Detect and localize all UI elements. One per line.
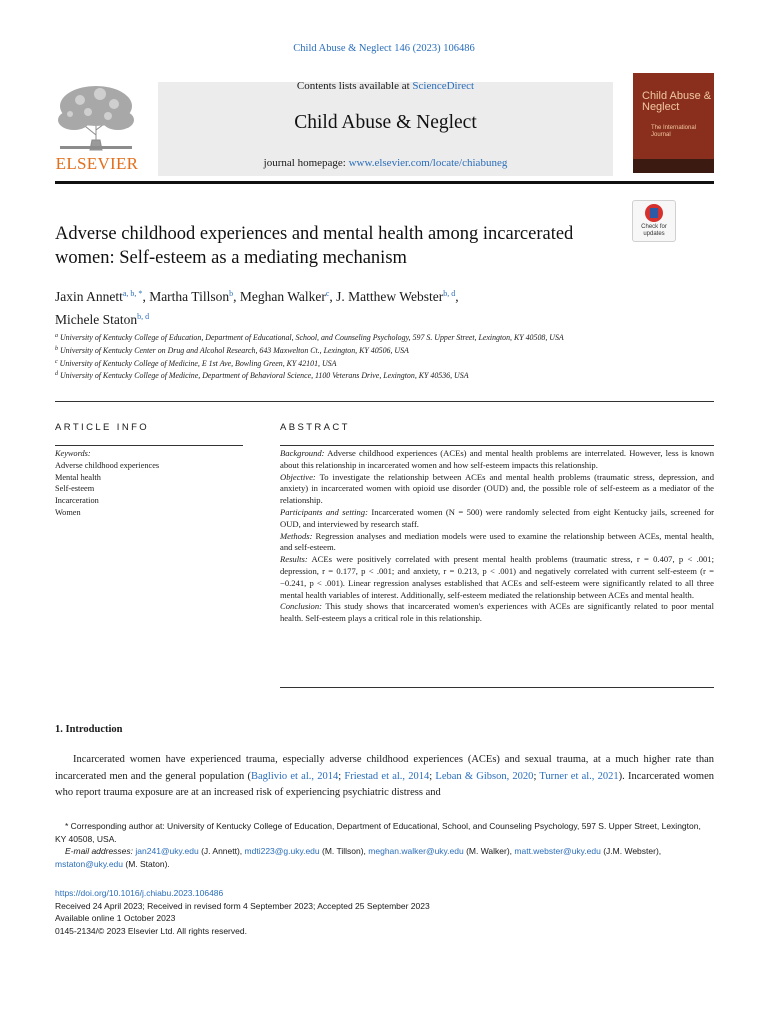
email-owner: (M. Tillson), <box>319 846 369 857</box>
author-affiliation-marker[interactable]: b <box>229 289 234 298</box>
citation-separator: ; <box>533 770 540 782</box>
email-label: E-mail addresses: <box>65 846 134 857</box>
check-for-updates-label: Check for updates <box>641 224 667 237</box>
affiliation-text: University of Kentucky College of Medicine, E 1st Ave, Bowling Green, KY 42101, USA <box>59 358 337 368</box>
keyword: Adverse childhood experiences <box>55 460 160 470</box>
article-info-heading: ARTICLE INFO <box>55 422 150 433</box>
received-dates: Received 24 April 2023; Received in revised form 4 September 2023; Accepted 25 September 2023 <box>55 900 430 911</box>
affiliation-label: a <box>55 333 58 339</box>
abstract-section-text: Adverse childhood experiences (ACEs) and mental health problems are interrelated. However, less is known about this relationship in incarcerated women and how self-esteem impacts this relationship. <box>280 448 714 470</box>
citation-separator: ; <box>429 770 436 782</box>
keyword: Mental health <box>55 472 101 482</box>
affiliation <box>55 331 655 344</box>
cover-footer <box>633 159 714 173</box>
abstract-section-text: This study shows that incarcerated women's experiences with ACEs are significantly related to poor mental health. Self-esteem plays a critical role in this relationship. <box>280 601 714 624</box>
cover-subtitle: The International Journal <box>651 125 697 138</box>
citation-link[interactable]: Leban & Gibson, 2020 <box>435 770 534 782</box>
author-affiliation-marker[interactable]: b, d <box>443 289 456 298</box>
cover-title: Child Abuse & Neglect <box>642 90 712 113</box>
abstract-section-label: Participants and setting: <box>280 506 368 517</box>
abstract-heading: ABSTRACT <box>280 422 350 433</box>
author-name[interactable]: Meghan Walker <box>239 289 326 304</box>
author-separator: , <box>142 289 150 304</box>
citation-link[interactable]: Friestad et al., 2014 <box>344 770 430 782</box>
abstract-section-text: Regression analyses and mediation models were used to examine the relationship between ACEs, mental health, and self-esteem. <box>280 530 714 553</box>
article-info-rule <box>55 445 243 446</box>
abstract-section-label: Results: <box>280 554 308 565</box>
affiliation-list <box>55 331 655 382</box>
email-link[interactable]: jan241@uky.edu <box>135 846 199 857</box>
email-link[interactable]: meghan.walker@uky.edu <box>368 846 464 857</box>
crossmark-icon <box>645 204 663 222</box>
homepage-prefix: journal homepage: <box>263 157 349 169</box>
affiliation <box>55 369 655 382</box>
abstract-rule <box>280 445 714 446</box>
abstract-section-label: Objective: <box>280 471 316 482</box>
keywords-label: Keywords: <box>55 449 91 458</box>
journal-citation[interactable]: Child Abuse & Neglect 146 (2023) 106486 <box>293 43 475 54</box>
email-owner: (J. Annett), <box>198 846 245 857</box>
keyword: Incarceration <box>55 496 99 506</box>
intro-text: ). Incarcerated women who report trauma exposure are at an increased risk of experiencing psychiatric distress and <box>55 770 714 798</box>
abstract-body <box>280 448 714 625</box>
copyright-line: 0145-2134/© 2023 Elsevier Ltd. All rights reserved. <box>55 925 247 936</box>
contents-line <box>158 80 613 92</box>
sciencedirect-link[interactable]: ScienceDirect <box>412 80 475 92</box>
abstract-section-text: ACEs were positively correlated with present mental health problems (traumatic stress, r = 0.407, p < .001; depression, r = 0.177, p < .001; and anxiety, r = 0.213, p < .001) and negatively correlated with current self-esteem (r = −0.241, p < .001). Linear regression analyses established that ACEs and self-esteem were significantly related to all three mental health variables of interest. Additionally, self-esteem mediated the relationship between ACEs and mental health. <box>280 554 714 600</box>
author-affiliation-marker[interactable]: a, b, * <box>122 289 143 298</box>
author-separator: , <box>233 289 240 304</box>
intro-text: Incarcerated women have experienced trauma, especially adverse childhood experiences (ACEs) and sexual trauma, at a much higher rate than incarcerated men and the general population ( <box>55 754 714 782</box>
email-owner: (J.M. Webster), <box>600 846 662 857</box>
publication-info <box>55 887 714 937</box>
keyword-list <box>55 460 243 519</box>
keywords-block <box>55 448 243 519</box>
affiliation <box>55 344 655 357</box>
abstract-section <box>280 531 714 555</box>
journal-cover-image[interactable] <box>633 73 714 173</box>
doi-link[interactable]: https://doi.org/10.1016/j.chiabu.2023.106486 <box>55 888 224 898</box>
header-rule <box>55 181 714 184</box>
affiliation-text: University of Kentucky College of Medicine, Department of Behavioral Science, 1100 Veterans Drive, Lexington, KY 40536, USA <box>59 371 469 381</box>
email-link[interactable]: mstaton@uky.edu <box>55 858 124 869</box>
author-name[interactable]: J. Matthew Webster <box>336 289 444 304</box>
keyword: Self-esteem <box>55 484 95 494</box>
journal-title: Child Abuse & Neglect <box>294 112 477 133</box>
author-name[interactable]: Martha Tillson <box>149 289 230 304</box>
abstract-section <box>280 448 714 472</box>
abstract-section <box>280 554 714 601</box>
contents-prefix: Contents lists available at <box>296 80 413 92</box>
email-addresses <box>55 845 714 870</box>
corresponding-author-note: * Corresponding author at: University of Kentucky College of Education, Department of Educational, School, and Counseling Psychology, 597 S. Upper Street, Lexington, KY 40508, USA. <box>55 821 701 844</box>
homepage-line <box>158 157 613 169</box>
abstract-section-text: To investigate the relationship between ACEs and mental health problems (traumatic stress, depression, and anxiety) in incarcerated women with opioid use disorder (OUD) and, the possible role of self-esteem as a mediator of the relationship. <box>280 471 714 506</box>
elsevier-wordmark: ELSEVIER <box>55 154 139 173</box>
abstract-section <box>280 507 714 531</box>
author-list <box>55 284 675 330</box>
abstract-section-label: Conclusion: <box>280 601 323 612</box>
email-link[interactable]: matt.webster@uky.edu <box>514 846 601 857</box>
abstract-section-label: Background: <box>280 448 325 458</box>
email-link[interactable]: mdti223@g.uky.edu <box>244 846 320 857</box>
author-name[interactable]: Jaxin Annett <box>55 289 123 304</box>
affiliation-text: University of Kentucky Center on Drug and Alcohol Research, 643 Maxwelton Ct., Lexington, KY 40506, USA <box>59 345 409 355</box>
affiliation-text: University of Kentucky College of Education, Department of Educational, School, and Counseling Psychology, 597 S. Upper Street, Lexington, KY 40508, USA <box>59 333 564 342</box>
affiliation-label: c <box>55 358 58 365</box>
abstract-section <box>280 601 714 625</box>
footnotes <box>55 820 714 870</box>
author-name[interactable]: Michele Staton <box>55 312 138 327</box>
citation-link[interactable]: Baglivio et al., 2014 <box>250 770 339 782</box>
email-owner: (M. Walker), <box>463 846 515 857</box>
email-owner: (M. Staton). <box>123 858 170 869</box>
author-affiliation-marker[interactable]: c <box>325 289 330 298</box>
keyword: Women <box>55 507 81 517</box>
abstract-bottom-rule <box>280 687 714 688</box>
article-title: Adverse childhood experiences and mental health among incarcerated women: Self-esteem as a mediating mechanism <box>55 224 574 268</box>
journal-homepage-link[interactable]: www.elsevier.com/locate/chiabuneg <box>348 157 508 169</box>
author-affiliation-marker[interactable]: b, d <box>137 312 150 321</box>
affiliation-label: d <box>55 371 58 378</box>
abstract-section-text: Incarcerated women (N = 500) were randomly selected from eight Kentucky jails, screened for OUD, and interviewed by research staff. <box>280 506 714 529</box>
abstract-section-label: Methods: <box>280 530 313 541</box>
author-separator: , <box>329 289 337 304</box>
introduction-paragraph <box>55 752 714 802</box>
section-rule <box>55 401 714 402</box>
abstract-section <box>280 472 714 507</box>
check-for-updates-badge[interactable] <box>632 200 676 242</box>
available-online: Available online 1 October 2023 <box>55 913 176 924</box>
citation-separator: ; <box>338 770 345 782</box>
citation-link[interactable]: Turner et al., 2021 <box>539 770 619 782</box>
affiliation <box>55 357 655 370</box>
affiliation-label: b <box>55 345 58 352</box>
author-separator: , <box>455 289 459 304</box>
section-heading-introduction: 1. Introduction <box>55 724 123 735</box>
